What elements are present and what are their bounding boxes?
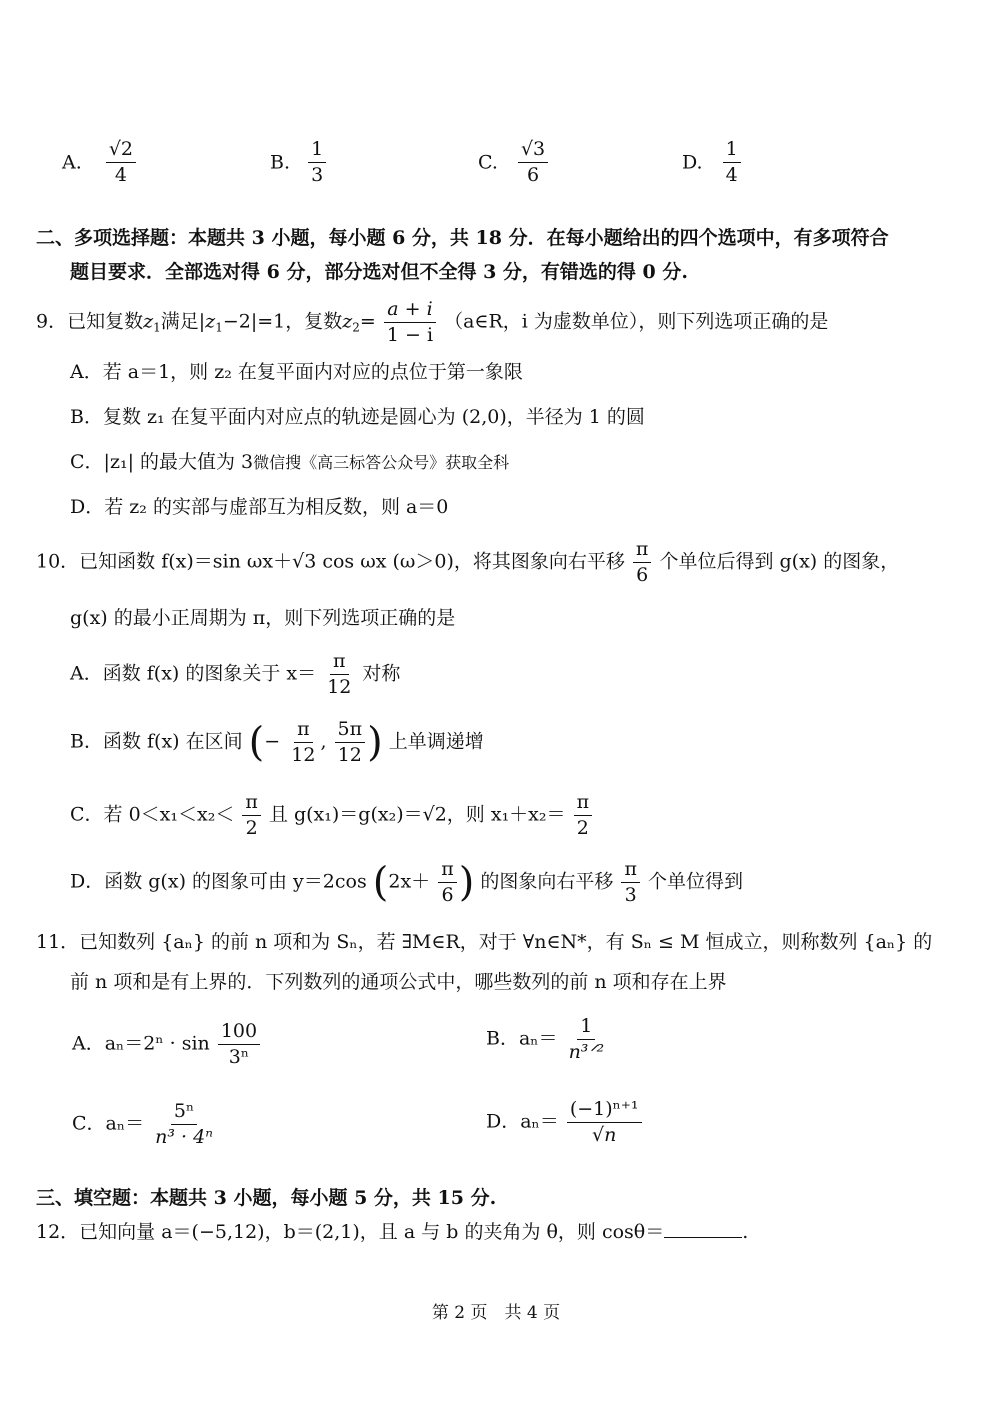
q9-option-c-note: 微信搜《高三标答公众号》获取全科 [253,453,510,472]
q9-frac-num: a + i [384,300,435,323]
option-a-denominator: 4 [114,164,127,186]
q11-opt-c-num: 5ⁿ [171,1102,197,1125]
q10-opt-b-n2: 5π [335,720,366,743]
q12-stem [36,1220,748,1244]
section2-heading-line2: 题目要求．全部选对得 6 分，部分选对但不全得 3 分，有错选的得 0 分. [70,261,688,283]
q11-opt-b-den: n³ᐟ² [568,1041,605,1063]
option-a-numerator: √2 [106,140,136,163]
q10-opt-d-d2: 3 [624,884,637,906]
q10-opt-a-pre: A．函数 f(x) 的图象关于 x＝ [70,662,317,685]
q10-opt-d-inner: 2x＋ [388,870,431,893]
q11-opt-c-pre: C．aₙ＝ [72,1112,145,1135]
option-b-denominator: 3 [311,164,324,186]
q10-opt-d-n2: π [621,860,640,883]
q9-option-c [70,450,509,475]
q10-shift-fraction [633,540,652,585]
q11-opt-d-fraction [567,1100,642,1145]
option-a-row [62,140,138,190]
q9-stem-d: （a∈R，i 为虚数单位），则下列选项正确的是 [444,310,829,333]
q11-stem-line1: 11．已知数列 {aₙ} 的前 n 项和为 Sₙ，若 ∃M∈R，对于 ∀n∈N*，有 Sₙ ≤ M 恒成立，则称数列 {aₙ} 的 [36,931,933,953]
q10-opt-b-fraction2 [335,720,366,765]
option-c-row [478,140,550,190]
q10-opt-d-fraction1 [438,860,457,905]
q10-opt-c-fraction1 [242,793,261,838]
q10-opt-a-fraction [324,652,354,697]
q11-option-d [486,1100,644,1145]
q9-option-d: D．若 z₂ 的实部与虚部互为相反数，则 a＝0 [70,496,449,518]
q11-opt-b-pre: B．aₙ＝ [486,1027,558,1050]
option-d-denominator: 4 [725,164,738,186]
option-d-label: D. [682,151,703,174]
q10-opt-a-den: 12 [327,676,352,698]
q10-stem-line2: g(x) 的最小正周期为 π，则下列选项正确的是 [70,607,456,629]
q10-option-a [70,652,400,697]
q10-opt-b-n1: π [294,720,313,743]
option-a-fraction [106,140,136,185]
q11-opt-a-num: 100 [218,1022,260,1045]
q10-stem-a: 10．已知函数 f(x)＝sin ωx＋√3 cos ωx (ω＞0)，将其图象向右平移 [36,550,625,573]
option-b-numerator: 1 [308,140,326,163]
q10-opt-c-num2: π [574,793,593,816]
q11-opt-d-pre: D．aₙ＝ [486,1110,559,1133]
q11-opt-a-den: 3ⁿ [228,1046,250,1068]
option-b-label: B. [270,151,291,174]
q11-option-b [486,1017,609,1062]
q10-opt-a-post: 对称 [362,662,401,685]
q11-stem-line2: 前 n 项和是有上界的．下列数列的通项公式中，哪些数列的前 n 项和存在上界 [70,971,727,993]
q10-opt-b-d1: 12 [291,744,316,766]
q10-shift-den: 6 [636,564,649,586]
q9-stem: 9．已知复数$z_1$满足$|z_1-2|=1$，复数$z_2=$ $\frac{a + i}{1 - i}$ （a∈R，i 为虚数单位），则下列选项正确的是 [36,298,829,346]
q10-opt-b-d2: 12 [337,744,362,766]
q9-option-b: B．复数 z₁ 在复平面内对应点的轨迹是圆心为 (2,0)，半径为 1 的圆 [70,406,645,428]
q9-option-c-main: C．|z₁| 的最大值为 3 [70,451,254,473]
option-b-fraction [308,140,326,185]
option-c-denominator: 6 [527,164,540,186]
q10-stem-b: 个单位后得到 g(x) 的图象， [659,550,900,573]
q9-fraction [384,300,436,345]
q10-opt-d-d1: 6 [441,884,454,906]
section2-heading-line1: 二、多项选择题：本题共 3 小题，每小题 6 分，共 18 分．在每小题给出的四个选项中，有多项符合 [36,227,889,249]
q10-opt-a-num: π [330,652,349,675]
q10-option-d: D．函数 g(x) 的图象可由 y＝2cos (2x＋ $\frac{\pi}{6}$ ) 的图象向右平移 $\frac{\pi}{3}$ 个单位得到 [70,858,744,906]
q11-opt-d-num: (−1)ⁿ⁺¹ [567,1100,642,1123]
option-c-fraction [518,140,548,185]
q10-opt-d-mid: 的图象向右平移 [480,870,614,893]
q10-opt-c-fraction2 [574,793,593,838]
q10-opt-d-fraction2 [621,860,640,905]
q10-opt-d-n1: π [438,860,457,883]
option-d-fraction [723,140,741,185]
q12-end: . [742,1221,749,1243]
q10-opt-b-pre: B．函数 f(x) 在区间 [70,730,243,753]
q9-stem-c: ，复数 [285,310,343,333]
q11-opt-d-den: √n [592,1124,617,1146]
option-a-label: A. [62,151,82,174]
option-b-row [270,140,328,190]
q10-opt-d-pre: D．函数 g(x) 的图象可由 y＝2cos [70,870,367,893]
q11-opt-b-fraction [566,1017,608,1062]
q11-opt-a-fraction [218,1022,260,1067]
q12-text: 12．已知向量 a＝(−5,12)，b＝(2,1)，且 a 与 b 的夹角为 θ，则 cosθ＝ [36,1221,665,1243]
option-c-label: C. [478,151,498,174]
option-c-numerator: √3 [518,140,548,163]
q10-opt-c-mid: 且 g(x₁)＝g(x₂)＝√2，则 x₁＋x₂＝ [268,803,566,826]
q9-option-a: A．若 a＝1，则 z₂ 在复平面内对应的点位于第一象限 [70,361,523,383]
q11-opt-c-den: n³ · 4ⁿ [155,1126,213,1148]
q11-opt-c-fraction [152,1102,216,1147]
q10-option-c [70,793,594,838]
q11-option-c [72,1102,218,1147]
q10-opt-c-den: 2 [245,817,258,839]
q10-opt-c-den2: 2 [576,817,589,839]
q9-frac-den: 1 − i [386,324,434,346]
q9-stem-a: 9．已知复数 [36,310,144,333]
q10-opt-b-post: 上单调递增 [388,730,484,753]
option-d-row [682,140,743,190]
q10-stem [36,540,899,585]
q10-option-b: B．函数 f(x) 在区间 (− $\frac{\pi}{12}$ , $\frac{5\pi}{12}$ ) 上单调递增 [70,718,484,766]
q9-stem-b: 满足 [160,310,199,333]
q11-opt-b-num: 1 [577,1017,595,1040]
page-footer: 第 2 页 共 4 页 [431,1303,561,1323]
q10-opt-c-pre: C．若 0＜x₁＜x₂＜ [70,803,235,826]
q11-opt-a-pre: A．aₙ＝2ⁿ · sin [72,1032,210,1055]
section3-heading: 三、填空题：本题共 3 小题，每小题 5 分，共 15 分. [36,1187,497,1209]
q10-opt-b-fraction1 [288,720,318,765]
q10-opt-d-post: 个单位得到 [648,870,744,893]
q12-answer-blank [664,1237,742,1238]
q10-shift-num: π [633,540,652,563]
q11-option-a [72,1022,262,1067]
option-d-numerator: 1 [723,140,741,163]
q10-opt-c-num: π [242,793,261,816]
